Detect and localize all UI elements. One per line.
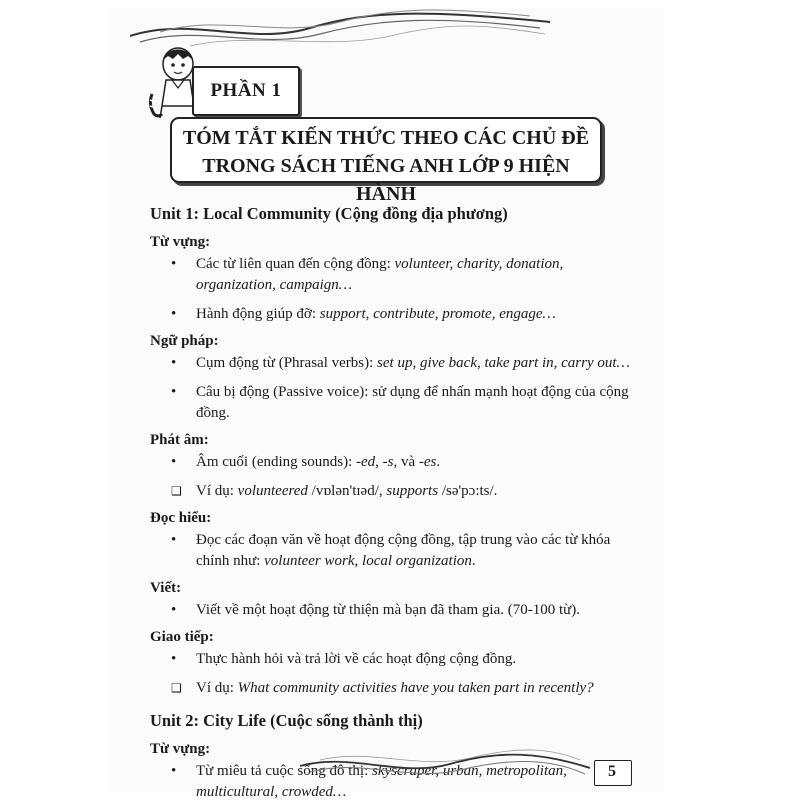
list-item: • Cụm động từ (Phrasal verbs): set up, give back, take part in, carry out… — [169, 353, 630, 374]
list-item: • Các từ liên quan đến cộng đồng: volunteer, charity, donation, organization, campaign… — [171, 256, 564, 293]
list-item: • Câu bị động (Passive voice): sử dụng để nhấn mạnh hoạt động của cộng đồng. — [171, 384, 629, 421]
page-title-box — [170, 117, 602, 205]
part-label-box — [192, 66, 300, 116]
page-number: 5 — [608, 763, 616, 780]
unit1-writing-heading: Viết: — [150, 580, 182, 596]
content-area — [150, 198, 630, 811]
bullet-icon: • — [171, 256, 177, 272]
list-item: • Hành động giúp đỡ: support, contribute, promote, engage… — [169, 304, 630, 325]
unit2-vocab-heading: Từ vựng: — [150, 741, 211, 757]
list-item: ❑ Ví dụ: volunteered /vɒlən'tɪəd/, supports /sə'pɔ:ts/. — [169, 481, 630, 502]
page-title-line1: TÓM TẮT KIẾN THỨC THEO CÁC CHỦ ĐỀ — [182, 127, 590, 149]
bullet-icon: • — [171, 454, 177, 470]
list-item: • Viết về một hoạt động từ thiện mà bạn đã tham gia. (70-100 từ). — [169, 600, 630, 621]
bullet-icon: • — [171, 763, 177, 779]
part-label: PHẦN 1 — [210, 80, 282, 101]
checkbox-bullet-icon: ❑ — [171, 681, 182, 695]
decorative-swirl-top — [130, 6, 550, 48]
list-item: • Đọc các đoạn văn về hoạt động cộng đồng, tập trung vào các từ khóa chính như: volunteer work, local organization. — [171, 532, 611, 569]
bullet-icon: • — [171, 651, 177, 667]
bullet-icon: • — [171, 355, 177, 371]
unit1-title: Unit 1: Local Community (Cộng đồng địa phương) — [150, 204, 508, 223]
list-item: • Thực hành hỏi và trả lời về các hoạt động cộng đồng. — [169, 649, 630, 670]
page-title-line2: TRONG SÁCH TIẾNG ANH LỚP 9 HIỆN HÀNH — [202, 155, 570, 205]
unit2-title: Unit 2: City Life (Cuộc sống thành thị) — [150, 711, 423, 730]
bullet-icon: • — [171, 602, 177, 618]
page-number-badge — [588, 758, 636, 786]
bullet-icon: • — [171, 306, 177, 322]
list-item: ❑ Ví dụ: What community activities have you taken part in recently? — [169, 678, 630, 699]
decorative-swirl-bottom — [300, 748, 590, 782]
bullet-icon: • — [171, 532, 177, 548]
unit1-speaking-heading: Giao tiếp: — [150, 629, 214, 645]
unit1-grammar-heading: Ngữ pháp: — [150, 333, 219, 349]
bullet-icon: • — [171, 384, 177, 400]
checkbox-bullet-icon: ❑ — [171, 484, 182, 498]
unit1-reading-heading: Đọc hiểu: — [150, 510, 212, 526]
unit1-pronunciation-heading: Phát âm: — [150, 432, 209, 448]
list-item: • Âm cuối (ending sounds): -ed, -s, và -es. — [169, 452, 630, 473]
unit1-vocab-heading: Từ vựng: — [150, 234, 211, 250]
list-item: • Từ miêu tả cuộc sống đô thị: skyscraper, urban, metropolitan, multicultural, crowded… — [171, 763, 567, 800]
